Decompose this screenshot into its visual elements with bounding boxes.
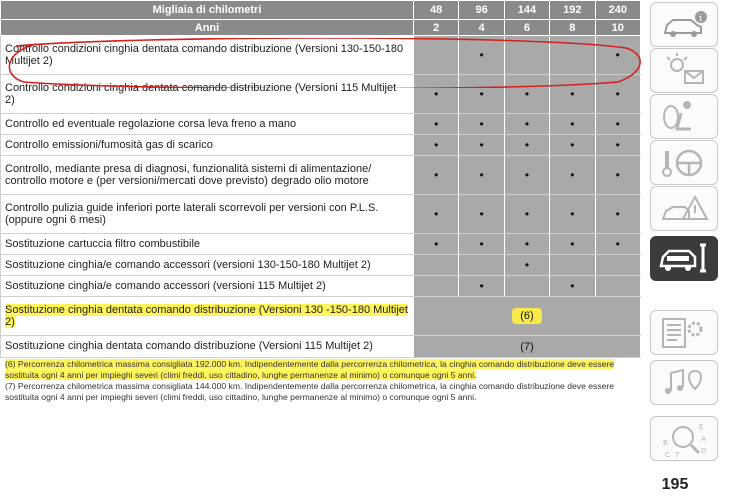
row-value: • xyxy=(459,156,504,195)
header-years-label: Anni xyxy=(1,20,414,36)
tab-multimedia[interactable] xyxy=(650,360,718,405)
table-row xyxy=(1,135,641,156)
header-km-value: 96 xyxy=(459,1,504,20)
row-description: Sostituzione cinghia/e comando accessori (versioni 115 Multijet 2) xyxy=(1,276,414,297)
svg-text:E: E xyxy=(699,423,704,431)
footnotes xyxy=(5,359,637,403)
row-value xyxy=(595,276,640,297)
header-year-value: 6 xyxy=(504,20,549,36)
svg-text:i: i xyxy=(699,14,702,24)
header-km-value: 48 xyxy=(414,1,459,20)
row-value: • xyxy=(595,75,640,114)
row-value: • xyxy=(459,195,504,234)
footnote-6 xyxy=(5,359,637,380)
row-value: • xyxy=(550,234,595,255)
row-value: • xyxy=(595,36,640,75)
table-row xyxy=(1,336,641,358)
row-value: • xyxy=(550,135,595,156)
table-row xyxy=(1,114,641,135)
table-row xyxy=(1,255,641,276)
table-row xyxy=(1,276,641,297)
header-year-value: 8 xyxy=(550,20,595,36)
svg-text:D: D xyxy=(701,447,707,455)
svg-text:T: T xyxy=(675,451,680,459)
tab-emergency[interactable] xyxy=(650,186,718,231)
row-description: Controllo condizioni cinghia dentata comando distribuzione (Versioni 115 Multijet 2) xyxy=(1,75,414,114)
tab-maintenance[interactable] xyxy=(650,236,718,281)
tab-car-info[interactable] xyxy=(650,2,718,47)
table-row xyxy=(1,75,641,114)
row-value xyxy=(595,255,640,276)
row-value xyxy=(504,36,549,75)
row-value: • xyxy=(595,195,640,234)
chapter-sidebar xyxy=(648,0,718,500)
row-value: • xyxy=(504,156,549,195)
row-description: Sostituzione cinghia dentata comando distribuzione (Versioni 115 Multijet 2) xyxy=(1,336,414,358)
row-value xyxy=(414,36,459,75)
row-footnote-ref: (7) xyxy=(414,336,641,358)
header-km-value: 240 xyxy=(595,1,640,20)
car-info-icon xyxy=(651,3,717,46)
svg-text:A: A xyxy=(701,435,706,443)
highlighted-text: Sostituzione cinghia dentata comando distribuzione (Versioni 130 -150-180 Multijet 2) xyxy=(5,303,408,328)
row-description xyxy=(1,297,414,336)
row-value xyxy=(550,255,595,276)
row-value: • xyxy=(459,75,504,114)
row-value: • xyxy=(550,156,595,195)
row-value: • xyxy=(504,114,549,135)
row-value: • xyxy=(414,114,459,135)
row-value xyxy=(414,276,459,297)
row-value xyxy=(414,255,459,276)
header-year-value: 10 xyxy=(595,20,640,36)
row-value xyxy=(504,276,549,297)
row-description: Controllo ed eventuale regolazione corsa leva freno a mano xyxy=(1,114,414,135)
row-value: • xyxy=(550,75,595,114)
row-value: • xyxy=(595,135,640,156)
tab-starting-driving[interactable] xyxy=(650,140,718,185)
row-value: • xyxy=(504,75,549,114)
car-warning-icon xyxy=(651,187,717,230)
row-value: • xyxy=(550,114,595,135)
row-value: • xyxy=(550,195,595,234)
svg-text:C: C xyxy=(665,451,670,459)
footnote-ref-highlighted: (6) xyxy=(512,308,541,324)
airbag-seat-icon xyxy=(651,95,717,138)
table-row xyxy=(1,195,641,234)
car-service-icon xyxy=(651,237,717,280)
row-value: • xyxy=(459,114,504,135)
row-description: Controllo condizioni cinghia dentata comando distribuzione (Versioni 130-150-180 Multijet 2) xyxy=(1,36,414,75)
row-value: • xyxy=(595,114,640,135)
row-value: • xyxy=(459,135,504,156)
table-row xyxy=(1,36,641,75)
steering-wheel-icon xyxy=(651,141,717,184)
header-year-value: 2 xyxy=(414,20,459,36)
row-value: • xyxy=(504,135,549,156)
table-row xyxy=(1,234,641,255)
alphabetical-index-icon xyxy=(651,417,717,460)
row-value: • xyxy=(414,234,459,255)
row-value: • xyxy=(504,234,549,255)
row-value: • xyxy=(459,276,504,297)
page-number: 195 xyxy=(661,476,689,493)
row-description: Controllo, mediante presa di diagnosi, funzionalità sistemi di alimentazione/ controllo motore e (per versioni/mercati dove previsto) degrado olio motore xyxy=(1,156,414,195)
header-row-km xyxy=(1,1,641,20)
footnote-6-text: (6) Percorrenza chilometrica massima consigliata 192.000 km. Indipendentemente dalla percorrenza chilometrica, la cinghia comando distribuzione deve essere sostituita ogni 4 anni per impieghi severi (climi freddi, uso cittadino, lunghe permanenze al minimo) o comunque ogni 5 anni. xyxy=(5,359,615,380)
header-km-value: 144 xyxy=(504,1,549,20)
row-description: Controllo emissioni/fumosità gas di scarico xyxy=(1,135,414,156)
tab-index[interactable] xyxy=(650,416,718,461)
row-description: Sostituzione cartuccia filtro combustibile xyxy=(1,234,414,255)
row-value: • xyxy=(504,195,549,234)
row-value: • xyxy=(504,255,549,276)
tab-safety[interactable] xyxy=(650,94,718,139)
tab-dashboard-lights[interactable] xyxy=(650,48,718,93)
header-year-value: 4 xyxy=(459,20,504,36)
header-km-label: Migliaia di chilometri xyxy=(1,1,414,20)
row-value: • xyxy=(414,195,459,234)
manual-settings-icon xyxy=(651,311,717,354)
row-value xyxy=(459,255,504,276)
table-row xyxy=(1,156,641,195)
header-row-years xyxy=(1,20,641,36)
row-value xyxy=(550,36,595,75)
row-value: • xyxy=(414,75,459,114)
row-value: • xyxy=(414,135,459,156)
table-row-highlighted xyxy=(1,297,641,336)
row-description: Controllo pulizia guide inferiori porte laterali scorrevoli per versioni con P.L.S. (oppure ogni 6 mesi) xyxy=(1,195,414,234)
row-value: • xyxy=(414,156,459,195)
header-km-value: 192 xyxy=(550,1,595,20)
row-value: • xyxy=(595,156,640,195)
row-value: • xyxy=(459,36,504,75)
music-navigation-icon xyxy=(651,361,717,404)
row-value: • xyxy=(550,276,595,297)
dashboard-light-icon xyxy=(651,49,717,92)
tab-technical-data[interactable] xyxy=(650,310,718,355)
row-value: • xyxy=(459,234,504,255)
footnote-7: (7) Percorrenza chilometrica massima consigliata 144.000 km. Indipendentemente dalla percorrenza chilometrica, la cinghia comando distribuzione deve essere sostituita ogni 4 anni per impieghi severi (climi freddi, uso cittadino, lunghe permanenze al minimo) o comunque ogni 5 anni. xyxy=(5,381,615,402)
svg-text:B: B xyxy=(663,439,668,447)
row-value: • xyxy=(595,234,640,255)
row-footnote-ref xyxy=(414,297,641,336)
row-description: Sostituzione cinghia/e comando accessori (versioni 130-150-180 Multijet 2) xyxy=(1,255,414,276)
